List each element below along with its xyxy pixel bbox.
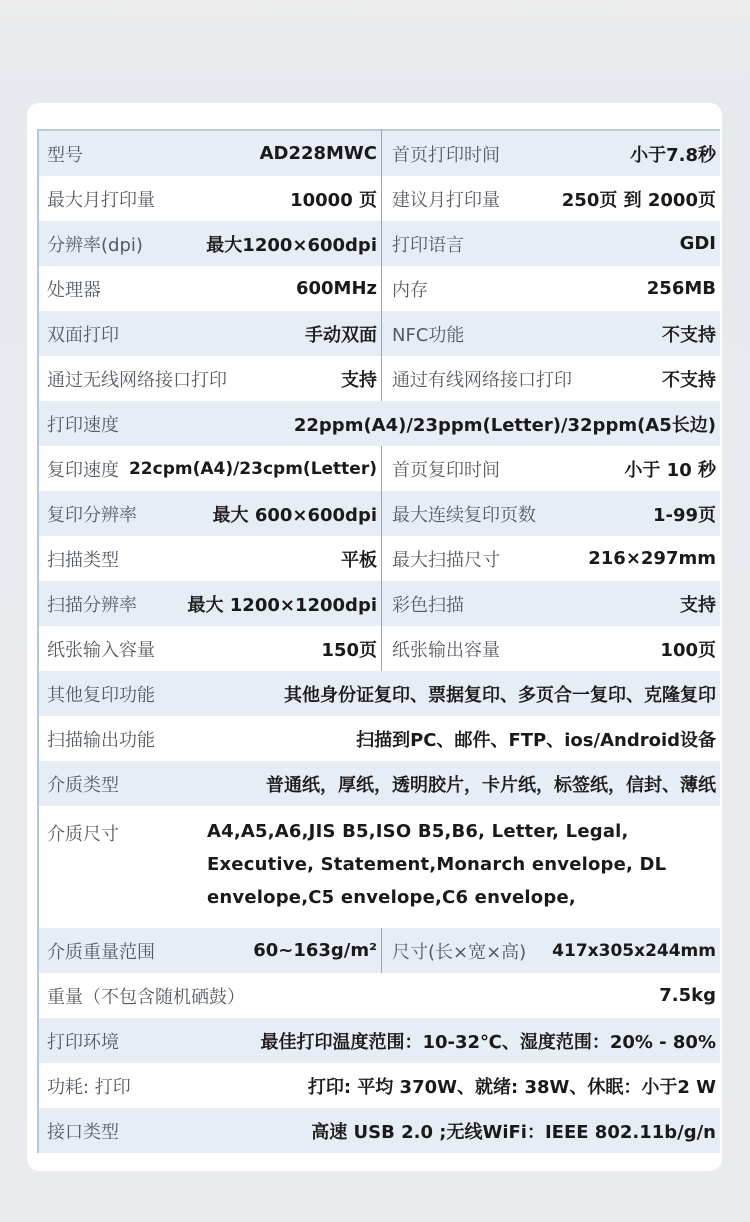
spec-row-scan-output: [39, 716, 720, 761]
spec-row-power: [39, 1063, 720, 1108]
spec-label: 纸张输出容量: [392, 639, 500, 661]
spec-row-other-copy: [39, 671, 720, 716]
spec-label: 彩色扫描: [392, 594, 464, 616]
spec-value: 最大 600×600dpi: [212, 504, 377, 526]
spec-value: 支持: [680, 594, 716, 616]
spec-row-media-weight: [39, 928, 720, 973]
spec-value: 最大 1200×1200dpi: [187, 594, 377, 616]
spec-cell: [39, 973, 720, 1018]
spec-value: 22ppm(A4)/23ppm(Letter)/32ppm(A5长边): [293, 414, 716, 436]
spec-row-environment: [39, 1018, 720, 1063]
spec-value: 手动双面: [305, 324, 377, 346]
spec-cell: [39, 356, 381, 401]
spec-label: NFC功能: [392, 324, 465, 346]
spec-value: 22cpm(A4)/23cpm(Letter): [128, 458, 377, 479]
spec-label: 通过无线网络接口打印: [47, 369, 227, 391]
spec-value: 最大1200×600dpi: [206, 234, 377, 256]
spec-value: 高速 USB 2.0 ;无线WiFi：IEEE 802.11b/g/n: [311, 1121, 716, 1143]
spec-value: 小于 10 秒: [624, 459, 716, 481]
spec-label: 最大扫描尺寸: [392, 549, 500, 571]
spec-value: 60~163g/m²: [253, 940, 377, 961]
spec-label: 分辨率(dpi): [47, 234, 143, 256]
spec-label: 打印环境: [47, 1031, 119, 1053]
spec-label: 处理器: [47, 279, 101, 301]
spec-row-model: [39, 131, 720, 176]
spec-label: 首页打印时间: [392, 144, 500, 166]
spec-label: 扫描输出功能: [47, 729, 155, 751]
spec-row-resolution: [39, 221, 720, 266]
spec-cell: [39, 626, 381, 671]
spec-label: 尺寸(长×宽×高): [392, 941, 527, 963]
spec-label: 接口类型: [47, 1121, 119, 1143]
spec-cell: [381, 536, 720, 581]
spec-row-paper-capacity: [39, 626, 720, 671]
spec-cell: [381, 221, 720, 266]
spec-label: 打印语言: [392, 234, 464, 256]
spec-cell: [39, 221, 381, 266]
spec-value: 250页 到 2000页: [561, 189, 716, 211]
spec-label: 打印速度: [47, 414, 119, 436]
spec-cell: [39, 716, 720, 761]
spec-row-copy-resolution: [39, 491, 720, 536]
spec-label: 内存: [392, 279, 428, 301]
spec-row-copy-speed: [39, 446, 720, 491]
spec-value: A4,A5,A6,JIS B5,ISO B5,B6, Letter, Legal, Executive, Statement,Monarch envelope, DL envelope,C5 envelope,C6 envelope,: [207, 821, 667, 908]
spec-value: 216×297mm: [588, 548, 716, 569]
spec-label: 介质类型: [47, 774, 119, 796]
spec-label: 扫描类型: [47, 549, 119, 571]
spec-value: AD228MWC: [259, 143, 377, 164]
spec-cell: [381, 928, 720, 973]
spec-value: 支持: [341, 369, 377, 391]
spec-cell: [39, 1063, 720, 1108]
spec-cell: [39, 131, 381, 176]
spec-value: GDI: [679, 233, 716, 254]
spec-cell: [39, 761, 720, 806]
spec-row-monthly-volume: [39, 176, 720, 221]
spec-value: 1-99页: [652, 504, 716, 526]
spec-value: 256MB: [646, 278, 716, 299]
spec-row-network-print: [39, 356, 720, 401]
spec-label: 复印分辨率: [47, 504, 137, 526]
spec-label: 纸张输入容量: [47, 639, 155, 661]
spec-value: 其他身份证复印、票据复印、多页合一复印、克隆复印: [284, 684, 716, 706]
spec-cell: [39, 928, 381, 973]
spec-value: 600MHz: [295, 278, 377, 299]
spec-row-processor: [39, 266, 720, 311]
spec-label: 型号: [47, 144, 83, 166]
spec-row-scan-resolution: [39, 581, 720, 626]
spec-label: 复印速度: [47, 459, 119, 481]
spec-label: 最大连续复印页数: [392, 504, 536, 526]
spec-cell: [381, 446, 720, 491]
spec-cell: [39, 806, 720, 928]
spec-label: 介质尺寸: [47, 824, 119, 845]
spec-label: 建议月打印量: [392, 189, 500, 211]
spec-label: 重量（不包含随机硒鼓）: [47, 986, 245, 1008]
spec-value: 打印: 平均 370W、就绪: 38W、休眠：小于2 W: [307, 1076, 716, 1098]
spec-value: 不支持: [662, 369, 716, 391]
spec-cell: [39, 1018, 720, 1063]
spec-cell: [381, 131, 720, 176]
spec-value: 最佳打印温度范围：10-32℃、湿度范围：20% - 80%: [260, 1031, 716, 1053]
spec-row-scan-type: [39, 536, 720, 581]
spec-cell: [39, 536, 381, 581]
spec-row-media-type: [39, 761, 720, 806]
spec-value: 平板: [341, 549, 377, 571]
spec-cell: [39, 581, 381, 626]
spec-label: 通过有线网络接口打印: [392, 369, 572, 391]
spec-cell: [39, 671, 720, 716]
spec-cell: [39, 266, 381, 311]
spec-label: 扫描分辨率: [47, 594, 137, 616]
spec-value: 150页: [321, 639, 377, 661]
spec-label: 介质重量范围: [47, 941, 155, 963]
spec-row-media-size: [39, 806, 720, 928]
spec-row-duplex: [39, 311, 720, 356]
spec-cell: [381, 311, 720, 356]
spec-value: 扫描到PC、邮件、FTP、ios/Android设备: [356, 729, 716, 751]
spec-cell: [381, 266, 720, 311]
spec-row-weight: [39, 973, 720, 1018]
spec-cell: [381, 626, 720, 671]
spec-value: 小于7.8秒: [630, 144, 716, 166]
spec-value: 普通纸，厚纸，透明胶片，卡片纸，标签纸，信封、薄纸: [266, 774, 716, 796]
spec-value: 100页: [660, 639, 716, 661]
spec-value: 417x305x244mm: [552, 940, 716, 961]
spec-cell: [39, 491, 381, 536]
spec-cell: [39, 1108, 720, 1153]
spec-cell: [39, 176, 381, 221]
spec-cell: [381, 491, 720, 536]
spec-value: 不支持: [662, 324, 716, 346]
spec-label: 双面打印: [47, 324, 119, 346]
spec-label: 首页复印时间: [392, 459, 500, 481]
spec-row-print-speed: [39, 401, 720, 446]
spec-label: 功耗: 打印: [47, 1076, 131, 1098]
spec-label: 其他复印功能: [47, 684, 155, 706]
spec-cell: [39, 446, 381, 491]
spec-value: 10000 页: [290, 189, 377, 211]
spec-cell: [381, 356, 720, 401]
spec-value: 7.5kg: [659, 985, 716, 1006]
spec-table: [37, 129, 720, 1153]
spec-cell: [39, 311, 381, 356]
spec-row-interface: [39, 1108, 720, 1153]
spec-label: 最大月打印量: [47, 189, 155, 211]
spec-cell: [381, 176, 720, 221]
spec-cell: [39, 401, 720, 446]
spec-cell: [381, 581, 720, 626]
